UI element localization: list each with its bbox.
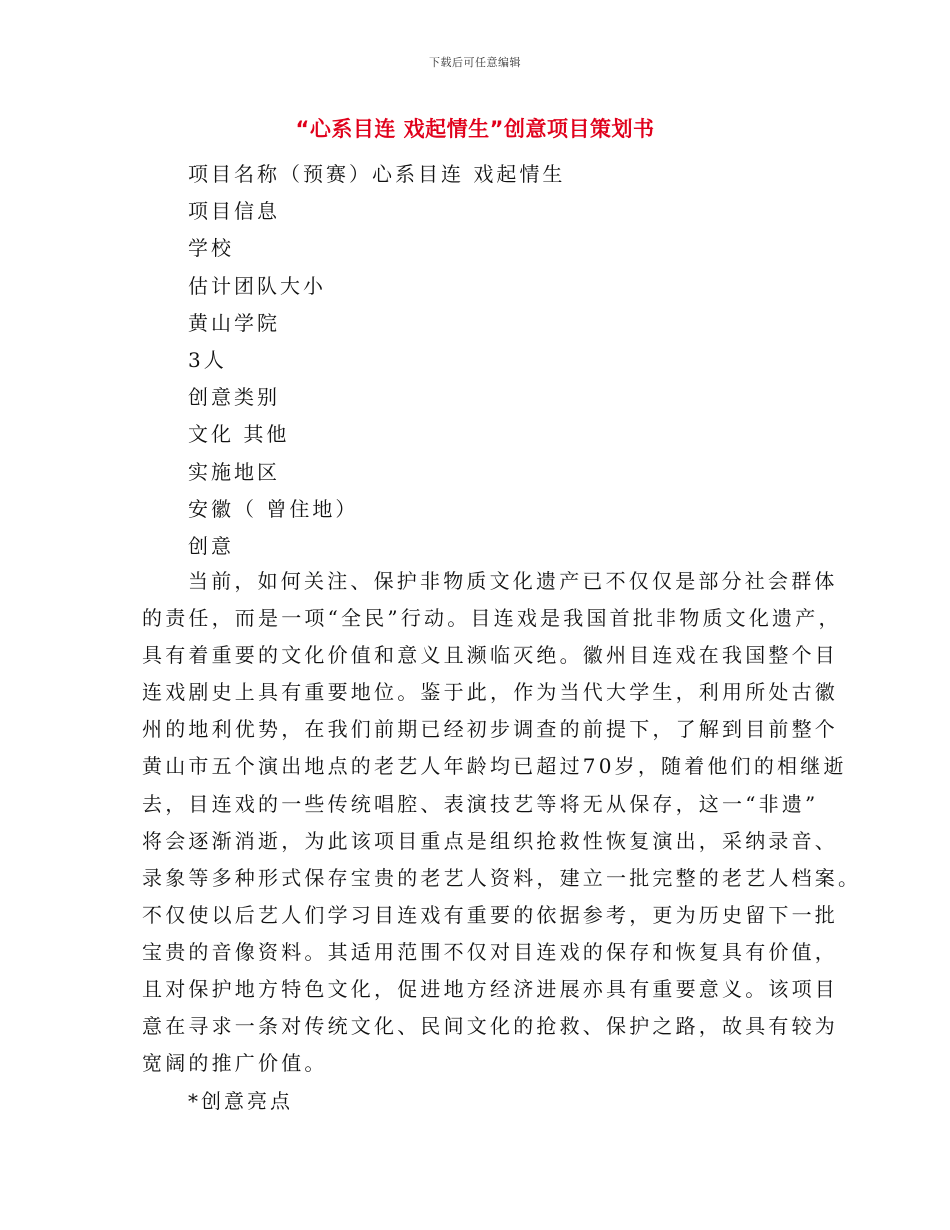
paragraph-line: 宽阔的推广价值。 bbox=[142, 1051, 328, 1076]
field-region-value: 安徽（ 曾住地） bbox=[188, 496, 359, 521]
paragraph-line: 去，目连戏的一些传统唱腔、表演技艺等将无从保存，这一“非遗” bbox=[142, 791, 819, 816]
project-info-list bbox=[188, 156, 808, 565]
paragraph-line: 黄山市五个演出地点的老艺人年龄均已超过70岁，随着他们的相继逝 bbox=[142, 754, 847, 779]
paragraph-line: 州的地利优势，在我们前期已经初步调查的前提下，了解到目前整个 bbox=[142, 717, 838, 742]
paragraph-line: 将会逐渐消逝，为此该项目重点是组织抢救性恢复演出，采纳录音、 bbox=[142, 828, 838, 853]
header-note: 下载后可任意编辑 bbox=[429, 56, 521, 69]
paragraph-line: 且对保护地方特色文化，促进地方经济进展亦具有重要意义。该项目 bbox=[142, 977, 838, 1002]
section-heading-highlights: *创意亮点 bbox=[188, 1089, 293, 1113]
document-title: “心系目连 戏起情生”创意项目策划书 bbox=[295, 117, 655, 141]
field-team-size-value: 3人 bbox=[188, 347, 227, 372]
field-idea-label: 创意 bbox=[188, 533, 234, 558]
paragraph-line: 的责任，而是一项“全民”行动。目连戏是我国首批非物质文化遗产， bbox=[142, 606, 842, 631]
field-category-value: 文化 其他 bbox=[188, 422, 290, 447]
paragraph-line: 意在寻求一条对传统文化、民间文化的抢救、保护之路，故具有较为 bbox=[142, 1014, 838, 1039]
paragraph-line: 宝贵的音像资料。其适用范围不仅对目连戏的保存和恢复具有价值， bbox=[142, 939, 838, 964]
field-category-label: 创意类别 bbox=[188, 385, 280, 410]
field-school-value: 黄山学院 bbox=[188, 310, 280, 335]
paragraph-line: 具有着重要的文化价值和意义且濒临灭绝。徽州目连戏在我国整个目 bbox=[142, 643, 838, 668]
field-project-name: 项目名称（预赛）心系目连 戏起情生 bbox=[188, 162, 566, 186]
paragraph-line: 当前，如何关注、保护非物质文化遗产已不仅仅是部分社会群体 bbox=[188, 569, 838, 593]
idea-paragraph bbox=[142, 563, 862, 1082]
paragraph-line: 不仅使以后艺人们学习目连戏有重要的依据参考，更为历史留下一批 bbox=[142, 902, 838, 927]
field-project-info: 项目信息 bbox=[188, 199, 280, 224]
paragraph-line: 连戏剧史上具有重要地位。鉴于此，作为当代大学生，利用所处古徽 bbox=[142, 680, 838, 705]
paragraph-line: 录象等多种形式保存宝贵的老艺人资料，建立一批完整的老艺人档案。 bbox=[142, 865, 862, 890]
field-team-size-label: 估计团队大小 bbox=[188, 273, 326, 298]
field-region-label: 实施地区 bbox=[188, 459, 280, 484]
field-school-label: 学校 bbox=[188, 236, 234, 261]
